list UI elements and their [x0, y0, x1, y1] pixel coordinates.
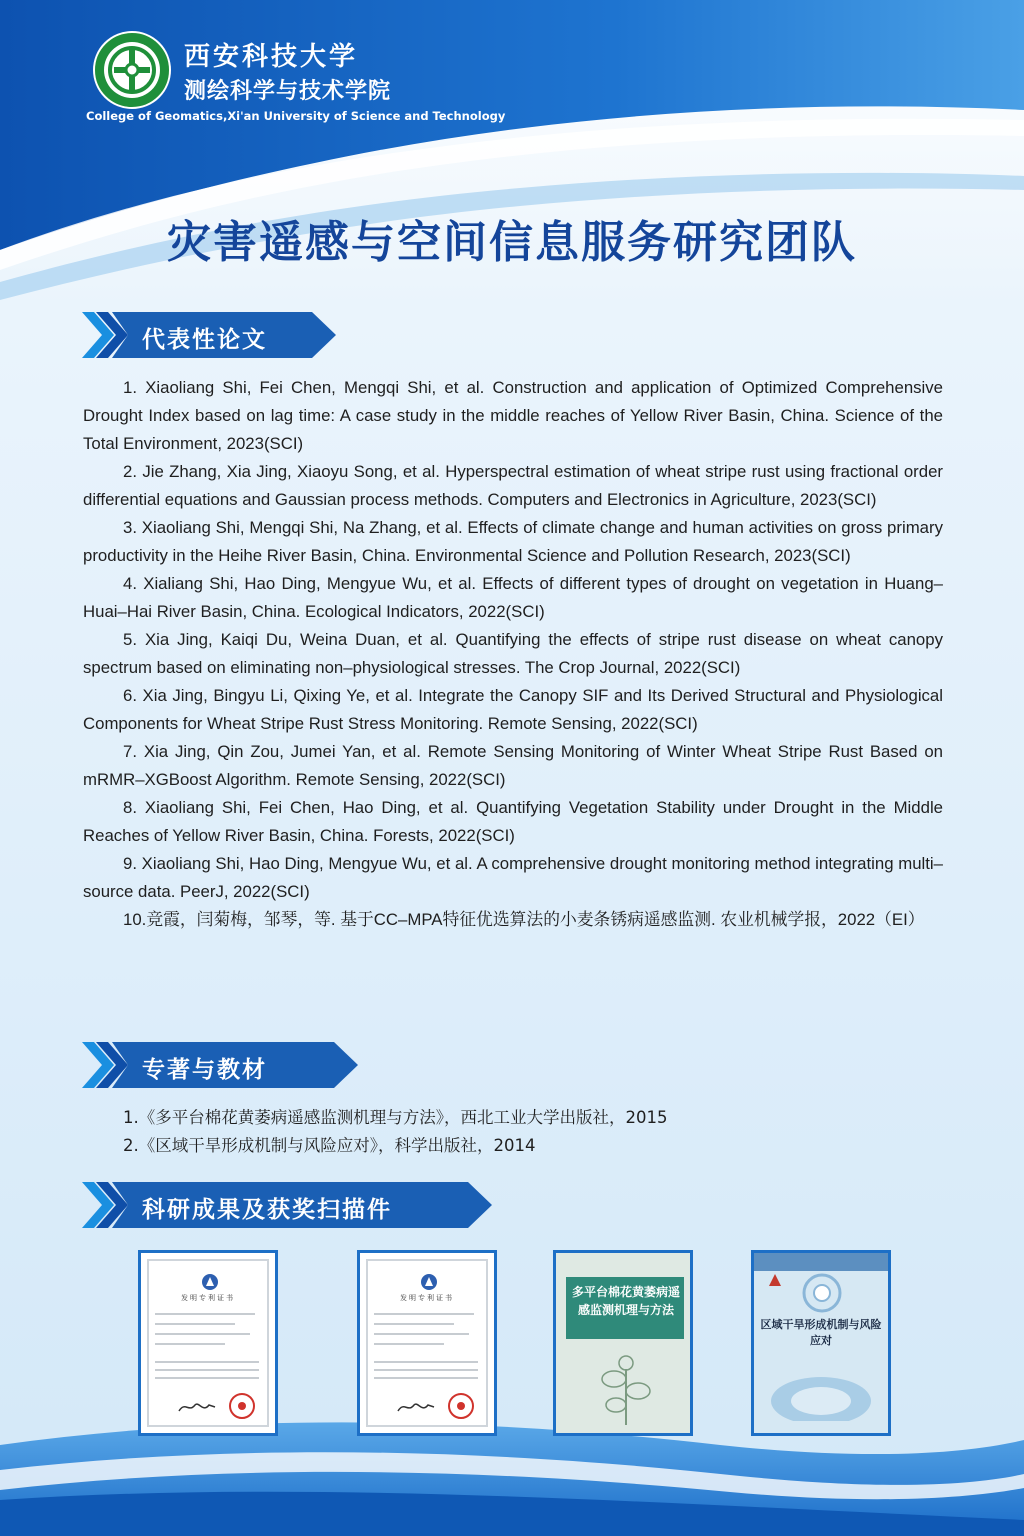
page-title: 灾害遥感与空间信息服务研究团队: [167, 217, 857, 268]
university-seal-icon: [92, 30, 172, 110]
text-line: [374, 1333, 469, 1335]
text-line: [155, 1333, 250, 1335]
signature-icon: [177, 1399, 217, 1415]
book-cover-title: 多平台棉花黄萎病遥感监测机理与方法: [571, 1285, 680, 1317]
publisher-logo-icon: [768, 1273, 782, 1287]
paper-item: 6. Xia Jing, Bingyu Li, Qixing Ye, et al. Integrate the Canopy SIF and Its Derived Structural and Physiological Components for Wheat Stripe Rust Stress Monitoring. Remote Sensing, 2022(SCI): [83, 686, 943, 733]
college-english-name: College of Geomatics,Xi'an University of Science and Technology: [86, 109, 506, 123]
section-label: 代表性论文: [142, 327, 267, 353]
paper-list: [83, 374, 943, 934]
paper-item: 10.竞霞，闫菊梅，邹琴，等. 基于CC–MPA特征优选算法的小麦条锈病遥感监测. 农业机械学报，2022（EI）: [123, 910, 925, 929]
patent-office-emblem-icon: [201, 1273, 219, 1291]
text-line: [374, 1313, 474, 1315]
text-line: [155, 1313, 255, 1315]
book-list: [83, 1104, 943, 1160]
college-name: 测绘科学与技术学院: [184, 79, 392, 104]
text-line: [155, 1343, 225, 1345]
paper-item: 2. Jie Zhang, Xia Jing, Xiaoyu Song, et al. Hyperspectral estimation of wheat stripe rust using fractional order differential equations and Gaussian process methods. Computers and Electronics in Agriculture, 2023(SCI): [83, 462, 943, 509]
paper-item: 9. Xiaoliang Shi, Hao Ding, Mengyue Wu, et al. A comprehensive drought monitoring method integrating multi–source data. PeerJ, 2022(SCI): [83, 854, 943, 901]
patent-office-emblem-icon: [420, 1273, 438, 1291]
text-line: [155, 1369, 259, 1371]
cotton-plant-illustration-icon: [586, 1349, 666, 1425]
book-top-band: [754, 1253, 888, 1271]
official-seal-icon: [229, 1393, 255, 1419]
certificate-title: 发明专利证书: [181, 1294, 235, 1302]
globe-graphic-icon: [764, 1361, 878, 1421]
paper-item: 7. Xia Jing, Qin Zou, Jumei Yan, et al. Remote Sensing Monitoring of Winter Wheat Stripe Rust Based on mRMR–XGBoost Algorithm. Remote Sensing, 2022(SCI): [83, 742, 943, 789]
text-line: [374, 1377, 478, 1379]
text-line: [155, 1361, 259, 1363]
text-line: [374, 1323, 454, 1325]
section-heading-books: [80, 1042, 362, 1088]
signature-icon: [396, 1399, 436, 1415]
paper-item: 8. Xiaoliang Shi, Fei Chen, Hao Ding, et al. Quantifying Vegetation Stability under Drought in the Middle Reaches of Yellow River Basin, China. Forests, 2022(SCI): [83, 798, 943, 845]
section-heading-scans: [80, 1182, 496, 1228]
book-item: 2.《区域干旱形成机制与风险应对》，科学出版社，2014: [123, 1136, 536, 1155]
book-item: 1.《多平台棉花黄萎病遥感监测机理与方法》，西北工业大学出版社，2015: [123, 1108, 668, 1127]
section-heading-papers: [80, 312, 340, 358]
paper-item: 1. Xiaoliang Shi, Fei Chen, Mengqi Shi, et al. Construction and application of Optimized Comprehensive Drought Index based on lag time: A case study in the middle reaches of Yellow River Basin, China. Science of the Total Environment, 2023(SCI): [83, 378, 943, 453]
official-seal-icon: [448, 1393, 474, 1419]
text-line: [374, 1361, 478, 1363]
swirl-emblem-icon: [800, 1271, 844, 1315]
text-line: [155, 1323, 235, 1325]
section-label: 科研成果及获奖扫描件: [142, 1197, 392, 1223]
paper-item: 3. Xiaoliang Shi, Mengqi Shi, Na Zhang, et al. Effects of climate change and human activities on gross primary productivity in the Heihe River Basin, China. Environmental Science and Pollution Research, 2023(SCI): [83, 518, 943, 565]
text-line: [374, 1369, 478, 1371]
book-cover-title: 区域干旱形成机制与风险应对: [760, 1318, 882, 1347]
university-name: 西安科技大学: [184, 42, 359, 72]
certificate-title: 发明专利证书: [400, 1294, 454, 1302]
text-line: [374, 1343, 444, 1345]
paper-item: 5. Xia Jing, Kaiqi Du, Weina Duan, et al. Quantifying the effects of stripe rust disease on wheat canopy spectrum based on eliminating non–physiological stresses. The Crop Journal, 2022(SCI): [83, 630, 943, 677]
patent-certificate-scan: [138, 1250, 278, 1436]
patent-certificate-scan: [357, 1250, 497, 1436]
book-cover-scan: [751, 1250, 891, 1436]
book-cover-scan: [553, 1250, 693, 1436]
paper-item: 4. Xialiang Shi, Hao Ding, Mengyue Wu, et al. Effects of different types of drought on vegetation in Huang–Huai–Hai River Basin, China. Ecological Indicators, 2022(SCI): [83, 574, 943, 621]
section-label: 专著与教材: [142, 1057, 267, 1083]
text-line: [155, 1377, 259, 1379]
